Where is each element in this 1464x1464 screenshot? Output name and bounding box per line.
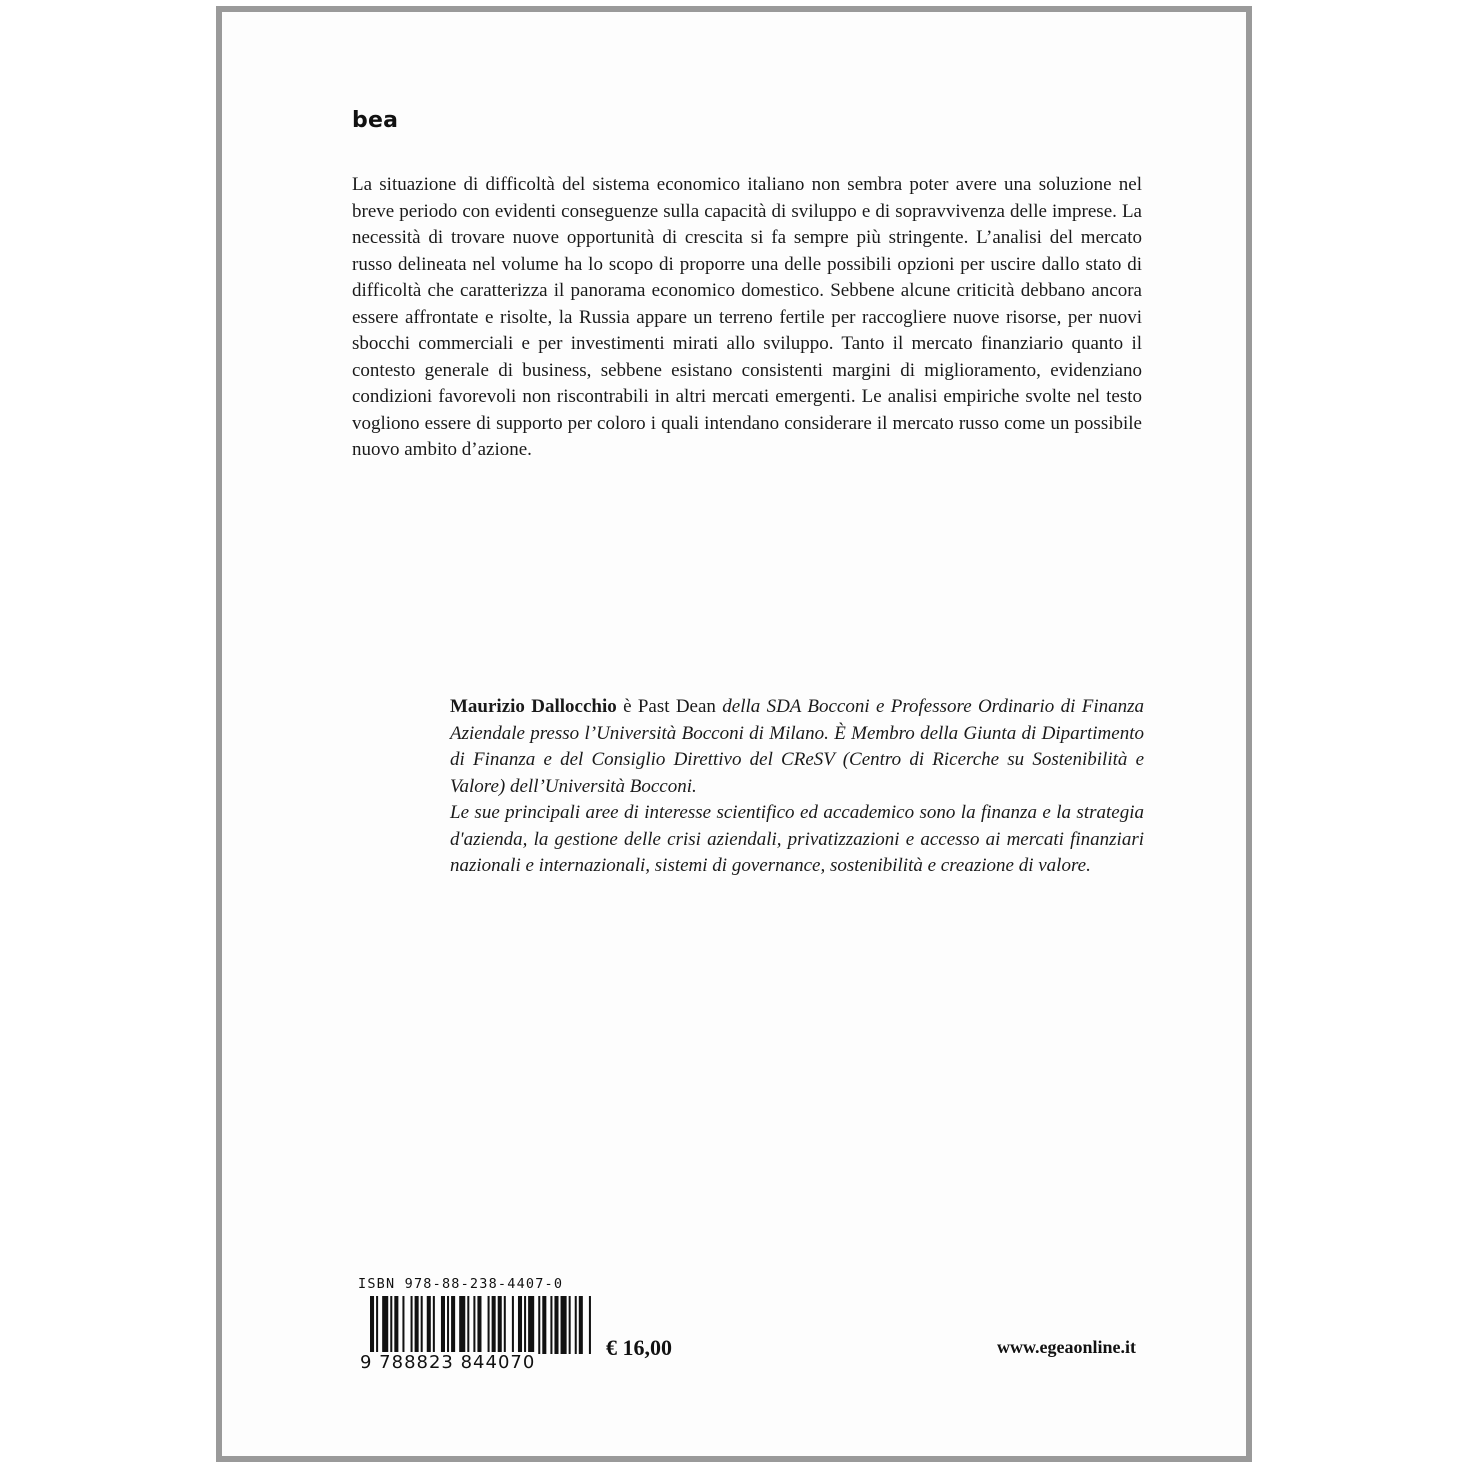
author-role: Past Dean: [637, 696, 716, 717]
series-logo: bea: [352, 108, 399, 133]
barcode-digits: 9 788823 844070: [360, 1352, 536, 1373]
barcode-bar: [538, 1296, 540, 1354]
barcode-bar: [473, 1296, 475, 1354]
barcode-bar: [561, 1296, 567, 1354]
barcode-bar: [575, 1296, 577, 1354]
barcode-bar: [518, 1296, 522, 1354]
barcode-bar: [554, 1296, 558, 1354]
barcode-bar: [542, 1296, 546, 1354]
barcode-bar: [512, 1296, 514, 1354]
barcode-bar: [427, 1296, 431, 1354]
barcode-bar: [376, 1296, 378, 1354]
barcode-bar: [394, 1296, 398, 1354]
publisher-website: www.egeaonline.it: [997, 1337, 1136, 1357]
barcode-bar: [569, 1296, 571, 1354]
barcode-bar: [433, 1296, 435, 1354]
barcode-bar: [467, 1296, 469, 1354]
barcode-image: [370, 1296, 595, 1354]
barcode-bar: [504, 1296, 506, 1354]
barcode-bar: [370, 1296, 374, 1354]
barcode-bar: [579, 1296, 583, 1354]
barcode-bar: [451, 1296, 455, 1354]
author-bio: [450, 694, 1144, 880]
barcode-bar: [477, 1296, 481, 1354]
barcode-bar: [498, 1296, 502, 1354]
barcode-bar: [402, 1296, 404, 1354]
book-description: La situazione di difficoltà del sistema economico italiano non sembra poter avere una soluzione nel breve periodo con evidenti conseguenze sulla capacità di sviluppo e di sopravvivenza delle imprese. La necessità di trovare nuove opportunità di crescita si fa sempre più stringente. L’analisi del mercato russo delineata nel volume ha lo scopo di proporre una delle possibili opzioni per uscire dallo stato di difficoltà che caratterizza il panorama economico domestico. Sebbene alcune criticità debbano ancora essere affrontate e risolte, la Russia appare un terreno fertile per raccogliere nuove risorse, per nuovi sbocchi commerciali e per investimenti mirati allo sviluppo. Tanto il mercato finanziario quanto il contesto generale di business, sebbene esistano consistenti margini di miglioramento, evidenziano condizioni favorevoli non riscontrabili in altri mercati emergenti. Le analisi empiriche svolte nel testo vogliono essere di supporto per coloro i quali intendano considerare il mercato russo come un possibile nuovo ambito d’azione.: [352, 174, 1142, 460]
barcode-bar: [550, 1296, 552, 1354]
book-back-cover: [216, 6, 1252, 1462]
author-details: della SDA Bocconi e Professore Ordinario di Finanza Aziendale presso l’Università Bocconi di Milano. È Membro della Giunta di Dipartimento di Finanza e del Consiglio Direttivo del CReSV (Centro di Ricerche su Sostenibilità e Valore) dell’Università Bocconi.: [450, 696, 1145, 797]
barcode-bar: [524, 1296, 526, 1354]
barcode-bar: [447, 1296, 449, 1354]
barcode-bar: [459, 1296, 465, 1354]
author-name: Maurizio Dallocchio: [450, 696, 617, 717]
author-interests: Le sue principali aree di interesse scientifico ed accademico sono la finanza e la strategia d'azienda, la gestione delle crisi aziendali, privatizzazioni e accesso ai mercati finanziari nazionali e internazionali, sistemi di governance, sostenibilità e creazione di valore.: [450, 802, 1144, 876]
isbn-label: ISBN 978-88-238-4407-0: [358, 1276, 564, 1292]
barcode-bar: [492, 1296, 496, 1354]
barcode-bar: [488, 1296, 490, 1354]
barcode-bar: [415, 1296, 419, 1354]
barcode-bar: [589, 1296, 591, 1354]
barcode-bar: [382, 1296, 388, 1354]
author-bio-connector: è: [616, 696, 638, 717]
barcode-bar: [411, 1296, 413, 1354]
barcode-bar: [441, 1296, 445, 1354]
barcode-bar: [528, 1296, 534, 1354]
barcode-bar: [390, 1296, 392, 1354]
price-label: € 16,00: [606, 1335, 672, 1360]
barcode-bar: [421, 1296, 423, 1354]
